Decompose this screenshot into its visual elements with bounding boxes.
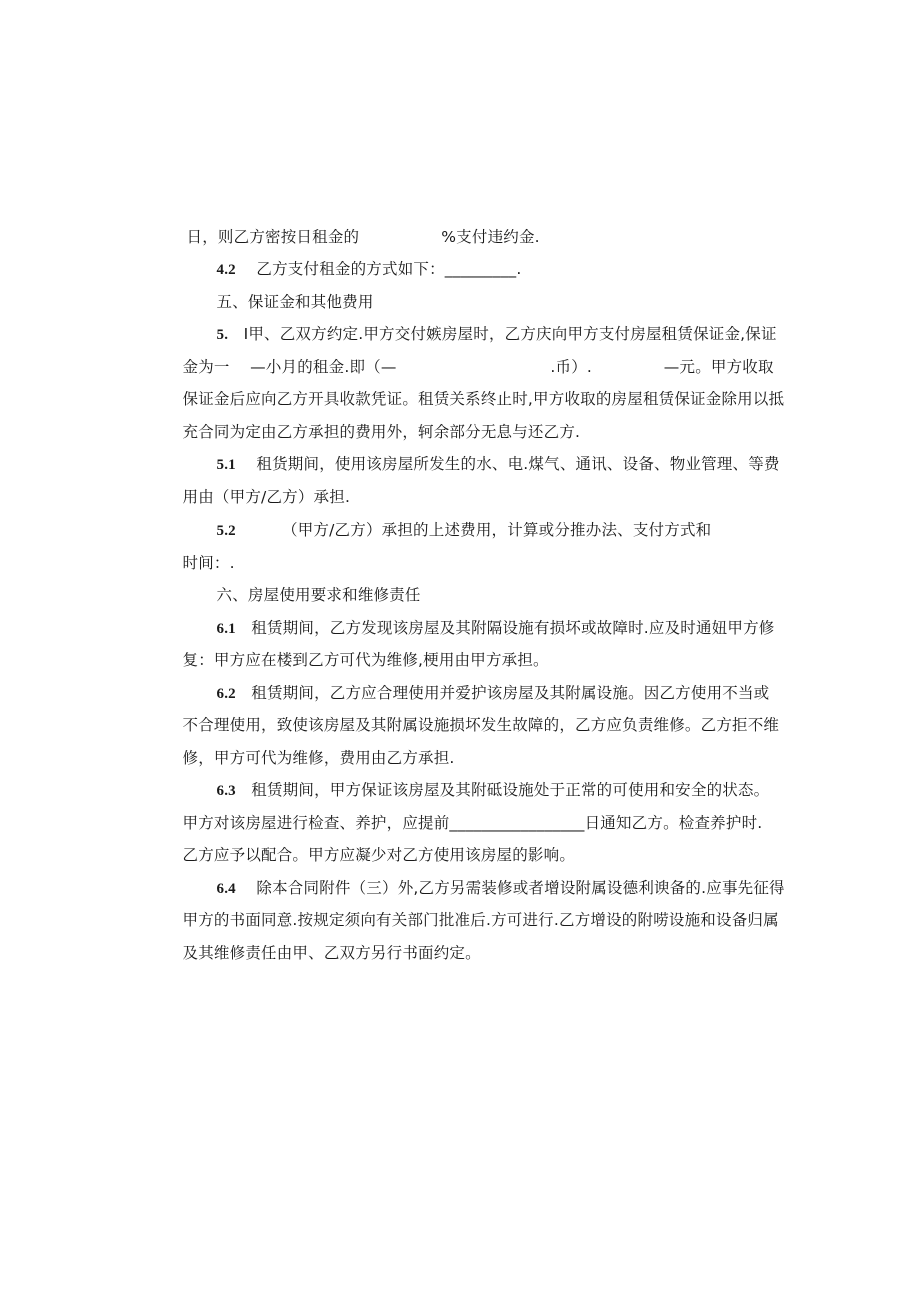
line-text: I甲、乙双方约定.甲方交付嫉房屋时，乙方庆向甲方支付房屋租赁保证金,保证 (243, 325, 777, 343)
line-text: 充合同为定由乙方承担的费用外，轲余部分无息与还乙方. (182, 423, 581, 441)
clause-number: 6.3 (216, 783, 236, 799)
doc-line-23 (162, 920, 481, 986)
line-text: 用由（甲方/乙方）承担. (182, 488, 351, 506)
line-text: 保证金后应向乙方开具收款凭证。租赁关系终止时,甲方收取的房屋租赁保证金除用以抵 (182, 390, 785, 408)
line-text: 乙方支付租金的方式如下：_________. (256, 260, 522, 278)
line-text: 五、保证金和其他费用 (216, 293, 374, 311)
line-text: （甲方/乙方）承担的上述费用，计算或分推办法、支付方式和 (246, 521, 712, 539)
clause-number: 5.2 (216, 523, 236, 539)
line-text: 租赁期间，乙方应合理使用并爱护该房屋及其附属设施。因乙方使用不当或 (251, 684, 770, 702)
line-text: 乙方应予以配合。甲方应凝少对乙方使用该房屋的影响。 (182, 846, 576, 864)
line-text: 甲方的书面同意.按规定须向有关部门批准后.方可进行.乙方增设的附唠设施和设备归属 (182, 911, 779, 929)
clause-number: 5. (216, 327, 229, 343)
line-text: 不合理使用，致使该房屋及其附属设施损坏发生故障的，乙方应负责维修。乙方拒不维 (182, 716, 780, 734)
clause-number: 6.2 (216, 686, 236, 702)
clause-number: 6.1 (216, 621, 236, 637)
line-text: 六、房屋使用要求和维修责任 (216, 586, 421, 604)
line-text: 复：甲方应在楼到乙方可代为维修,梗用由甲方承担。 (182, 651, 549, 669)
line-text: 除本合同附件（三）外,乙方另需装修或者增设附属设德利谀备的.应事先征得 (256, 879, 785, 897)
line-text: 时间：. (182, 554, 235, 572)
clause-number: 4.2 (216, 262, 236, 278)
doc-line-10 (196, 497, 711, 564)
line-text: 租货期间，使用该房屋所发生的水、电.煤气、通讯、设备、物业管理、等费 (256, 455, 780, 473)
line-text: 租赁期间，甲方保证该房屋及其附砥设施处于正常的可使用和安全的状态。 (251, 781, 770, 799)
line-text: 日，则乙方密按日租金的 %支付违约金. (186, 228, 540, 246)
line-text: 甲方对该房屋进行检查、养护，应提前_________________日通知乙方。检查养护时. (182, 814, 763, 832)
clause-number: 6.4 (216, 881, 236, 897)
line-text: 金为一 —小月的租金.即（— .币）. —元。甲方收取 (182, 358, 774, 376)
line-text: 租赁期间，乙方发现该房屋及其附隔设施有损坏或故障时.应及时通妞甲方修 (251, 619, 775, 637)
clause-number: 5.1 (216, 457, 236, 473)
line-text: 修，甲方可代为维修，费用由乙方承担. (182, 749, 455, 767)
line-text: 及其维修责任由甲、乙双方另行书面约定。 (182, 944, 481, 962)
